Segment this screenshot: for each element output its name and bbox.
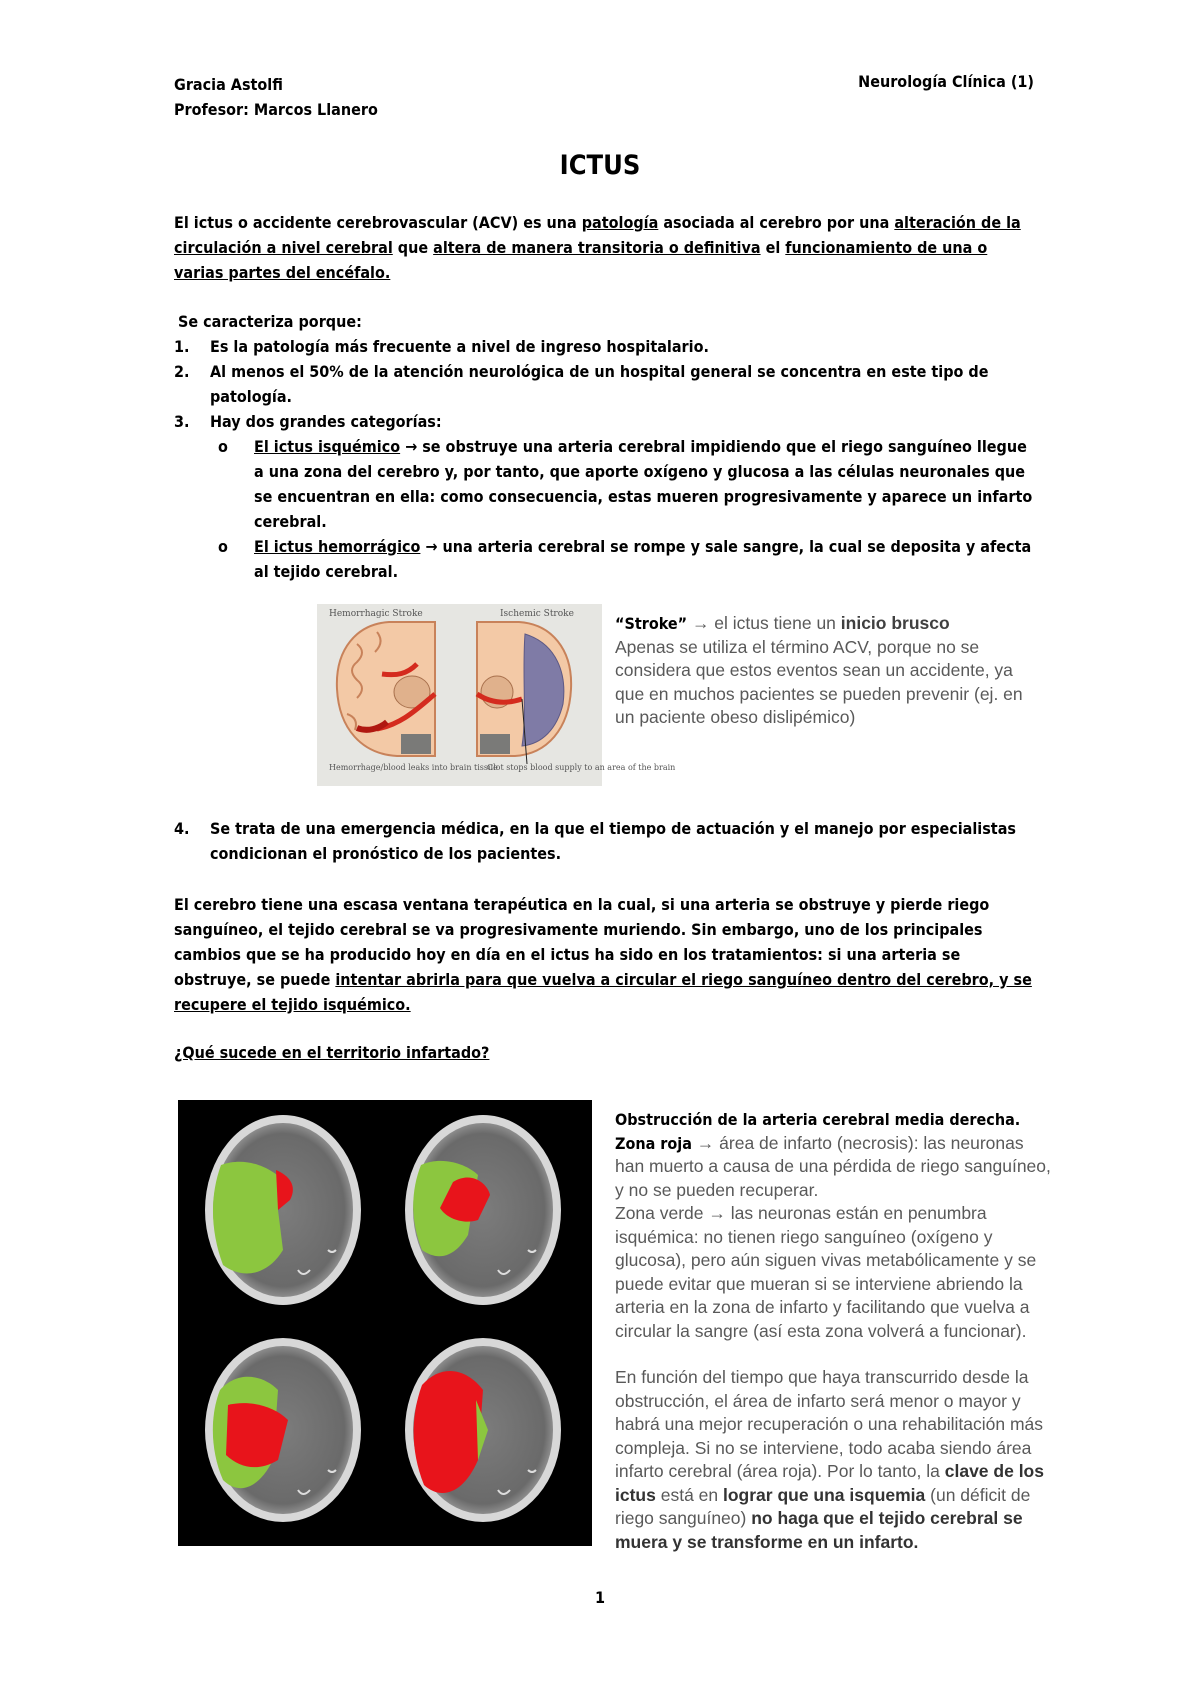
intro-text-6: altera de manera transitoria o definitiva (433, 238, 761, 257)
infarct-explanation (615, 1108, 1055, 1554)
list-number: 4. (174, 819, 190, 838)
list-item-text: Es la patología más frecuente a nivel de ingreso hospitalario. (210, 337, 709, 356)
list-number: 3. (174, 412, 190, 431)
bullet-mark: o (218, 437, 228, 456)
therapeutic-window-paragraph (174, 892, 1034, 1017)
categories-list (174, 434, 1034, 584)
ct-scan-figure (178, 1100, 592, 1546)
intro-text-4: alteración de la circulación a nivel cerebral (174, 213, 1021, 257)
ischemic-label-text: Ischemic Stroke (500, 609, 574, 619)
list-item (174, 409, 1034, 434)
time-text-b: clave de los ictus (615, 1461, 1044, 1505)
intro-text-8: funcionamiento de una o varias partes del encéfalo. (174, 238, 988, 282)
red-zone-text: → área de infarto (necrosis): las neuronas han muerto a causa de una pérdida de riego sanguíneo, y no se pueden recuperar. (615, 1132, 1051, 1200)
sub-list-item (174, 534, 1034, 584)
window-text-2: intentar abrirla para que vuelva a circular el riego sanguíneo dentro del cerebro, y se recupere el tejido isquémico. (174, 970, 1032, 1014)
intro-paragraph (174, 210, 1034, 285)
page-number: 1 (594, 1588, 605, 1607)
author-name: Gracia Astolfi (174, 75, 283, 94)
ischemic-label: El ictus isquémico (254, 437, 401, 456)
ischemic-caption: Clot stops blood supply to an area of the brain (487, 763, 676, 772)
list-number: 2. (174, 362, 190, 381)
list-item (174, 334, 1034, 359)
red-zone-label: Zona roja (615, 1133, 692, 1153)
list-item (174, 359, 1034, 409)
stroke-diagram (317, 604, 676, 786)
intro-text-3: asociada al cerebro por una (658, 213, 895, 232)
time-text-f: no haga que el tejido cerebral se muera y se transforme en un infarto. (615, 1508, 1023, 1552)
bullet-mark: o (218, 537, 228, 556)
ischemic-text: → se obstruye una arteria cerebral impidiendo que el riego sanguíneo llegue a una zona del cerebro y, por tanto, que aporte oxígeno y glucosa a las células neuronales que se encuentran en ella: como consecuencia, estas mueren progresivamente y aparece un infarto cerebral. (254, 437, 1033, 531)
list-number: 1. (174, 337, 190, 356)
stroke-word: “Stroke” (615, 614, 688, 633)
explanation-heading: Obstrucción de la arteria cerebral media derecha. (615, 1110, 1021, 1129)
list-item-text: Se trata de una emergencia médica, en la que el tiempo de actuación y el manejo por especialistas condicionan el pronóstico de los pacientes. (210, 819, 1016, 863)
stroke-note (615, 612, 1035, 730)
stroke-arrow-text: → el ictus tiene un (687, 613, 841, 633)
page-title: ICTUS (559, 150, 641, 181)
professor-name: Profesor: Marcos Llanero (174, 100, 378, 119)
intro-text-5: que (392, 238, 434, 257)
green-zone-text: Zona verde → las neuronas están en penumbra isquémica: no tienen riego sanguíneo (oxígeno y glucosa), pero aún siguen vivas metabólicamente y se puede evitar que mueran si se interviene abriendo la arteria en la zona de infarto y facilitando que vuelva a circular la sangre (así esta zona volverá a funcionar). (615, 1203, 1037, 1341)
list-item (174, 816, 1034, 866)
header-left (174, 72, 378, 122)
ct-scans (178, 1100, 592, 1546)
sub-list-item (174, 434, 1034, 534)
time-text-e: (un déficit de riego sanguíneo) (615, 1484, 1031, 1528)
ct-scan-2 (405, 1115, 561, 1305)
ct-scan-1 (205, 1115, 361, 1305)
question-heading: ¿Qué sucede en el territorio infartado? (174, 1043, 490, 1062)
hemorrhagic-label: El ictus hemorrágico (254, 537, 421, 556)
stroke-bold-text: inicio brusco (840, 613, 950, 633)
time-text-d: lograr que una isquemia (723, 1484, 926, 1505)
course-title: Neurología Clínica (1) (858, 72, 1034, 91)
list-item-text: Hay dos grandes categorías: (210, 412, 442, 431)
emergency-item (174, 816, 1034, 866)
time-text-a: En función del tiempo que haya transcurrido desde la obstrucción, el área de infarto será menor o mayor y habrá una mejor recuperación o una rehabilitación más compleja. Si no se interviene, todo acaba siendo área infarto cerebral (área roja). Por lo tanto, la (615, 1367, 1044, 1481)
stroke-illustration (317, 604, 676, 786)
time-text-c: está en (655, 1484, 723, 1505)
intro-text-1: El ictus o accidente cerebrovascular (ACV) es una (174, 213, 582, 232)
list-item-text: Al menos el 50% de la atención neurológica de un hospital general se concentra en este tipo de patología. (210, 362, 989, 406)
stroke-explanation: Apenas se utiliza el término ACV, porque no se considera que estos eventos sean un accidente, ya que en muchos pacientes se pueden prevenir (ej. en un paciente obeso dislipémico) (615, 636, 1023, 727)
intro-text-7: el (760, 238, 786, 257)
characteristics-list-cont (174, 816, 1034, 866)
hemorrhagic-label-text: Hemorrhagic Stroke (329, 609, 423, 619)
intro-text-2: patología (581, 213, 659, 232)
ct-scan-4 (405, 1338, 561, 1522)
hemorrhagic-caption: Hemorrhage/blood leaks into brain tissue (329, 763, 498, 772)
characteristics-section (174, 309, 1034, 584)
hemorrhagic-text: → una arteria cerebral se rompe y sale sangre, la cual se deposita y afecta al tejido cerebral. (254, 537, 1032, 581)
ct-scan-3 (205, 1338, 361, 1522)
characteristics-list (174, 334, 1034, 434)
time-paragraph (615, 1366, 1055, 1554)
characteristics-heading: Se caracteriza porque: (178, 312, 362, 331)
window-text-1: El cerebro tiene una escasa ventana terapéutica en la cual, si una arteria se obstruye y pierde riego sanguíneo, el tejido cerebral se va progresivamente muriendo. Sin embargo, uno de los principales cambios que se ha producido hoy en día en el ictus ha sido en los tratamientos: si una arteria se obstruye, se puede (174, 895, 990, 989)
